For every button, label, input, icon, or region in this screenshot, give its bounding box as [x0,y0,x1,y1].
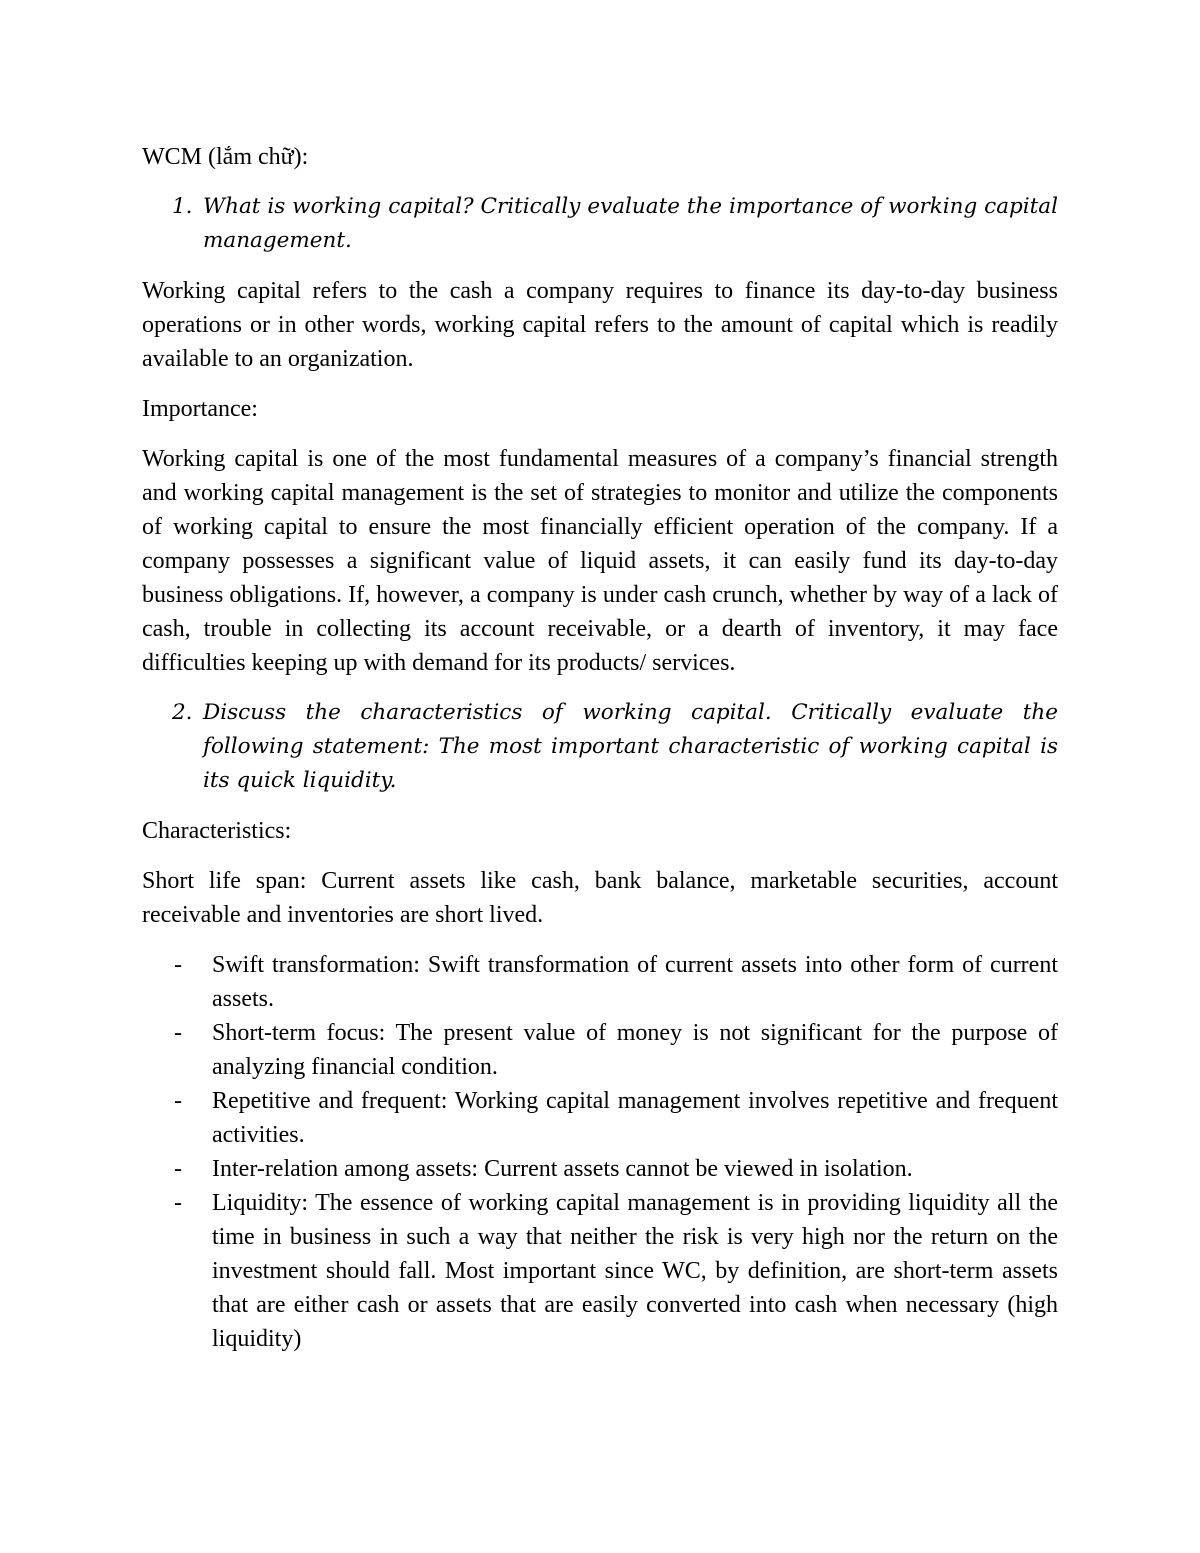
document-body [142,140,1058,1372]
short-life-span-paragraph: Short life span: Current assets like cash, bank balance, marketable securities, account receivable and inventories are short lived. [142,868,1058,928]
list-item-text: Liquidity: The essence of working capital management is in providing liquidity all the time in business in such a way that neither the risk is very high nor the return on the investment should fall. Most important since WC, by definition, are short-term assets that are either cash or assets that are easily converted into cash when necessary (high liquidity) [212,1190,1058,1352]
list-item-text: Inter-relation among assets: Current assets cannot be viewed in isolation. [212,1156,913,1182]
list-item-text: Swift transformation: Swift transformation of current assets into other form of current assets. [212,952,1058,1012]
list-item [142,948,1058,1016]
list-dash-marker: - [174,1190,182,1216]
list-dash-marker: - [174,1156,182,1182]
document-heading: WCM (lắm chữ): [142,144,309,170]
characteristics-list [142,948,1058,1356]
importance-label: Importance: [142,396,258,422]
list-dash-marker: - [174,1020,182,1046]
list-item-text: Short-term focus: The present value of money is not significant for the purpose of analyzing financial condition. [212,1020,1058,1080]
working-capital-definition: Working capital refers to the cash a company requires to finance its day-to-day business operations or in other words, working capital refers to the amount of capital which is readily available to an organization. [142,278,1058,372]
question-2 [142,696,1058,798]
list-item [142,1016,1058,1084]
question-2-number: 2. [172,700,193,725]
list-dash-marker: - [174,1088,182,1114]
characteristics-label: Characteristics: [142,818,292,844]
importance-paragraph: Working capital is one of the most fundamental measures of a company’s financial strength and working capital management is the set of strategies to monitor and utilize the components of working capital to ensure the most financially efficient operation of the company. If a company possesses a significant value of liquid assets, it can easily fund its day-to-day business obligations. If, however, a company is under cash crunch, whether by way of a lack of cash, trouble in collecting its account receivable, or a dearth of inventory, it may face difficulties keeping up with demand for its products/ services. [142,446,1058,676]
list-dash-marker: - [174,952,182,978]
list-item [142,1152,1058,1186]
question-1-number: 1. [172,194,193,219]
list-item-text: Repetitive and frequent: Working capital management involves repetitive and frequent activities. [212,1088,1058,1148]
list-item [142,1084,1058,1152]
question-1-text: What is working capital? Critically evaluate the importance of working capital management. [203,194,1058,253]
question-2-text: Discuss the characteristics of working capital. Critically evaluate the following statement: The most important characteristic of working capital is its quick liquidity. [203,700,1058,793]
list-item [142,1186,1058,1356]
question-1 [142,190,1058,258]
